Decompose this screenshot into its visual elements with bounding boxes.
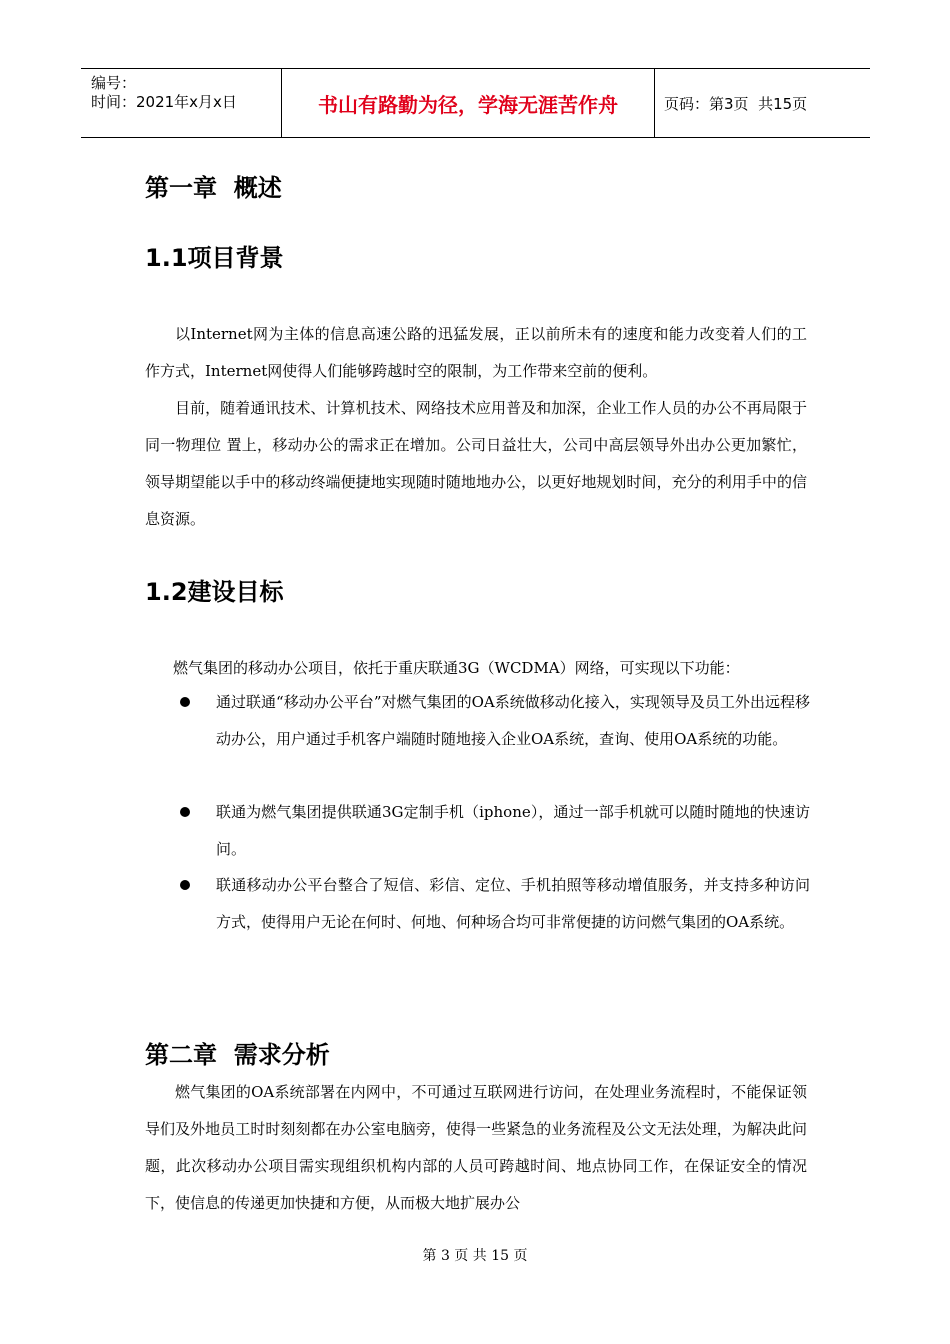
paragraph: 以Internet网为主体的信息高速公路的迅猛发展，正以前所未有的速度和能力改变着人们的工作方式，Internet网使得人们能够跨越时空的限制，为工作带来空前的便利。 [145, 325, 807, 380]
bullet-icon [180, 697, 190, 707]
list-item-text: 联通移动办公平台整合了短信、彩信、定位、手机拍照等移动增值服务，并支持多种访问方式，使得用户无论在何时、何地、何种场合均可非常便捷的访问燃气集团的OA系统。 [216, 876, 810, 931]
list-item-text: 联通为燃气集团提供联通3G定制手机（iphone），通过一部手机就可以随时随地的快速访问。 [216, 803, 810, 858]
paragraph: 燃气集团的OA系统部署在内网中，不可通过互联网进行访问，在处理业务流程时，不能保证领导们及外地员工时时刻刻都在办公室电脑旁，使得一些紧急的业务流程及公文无法处理，为解决此问题，此次移动办公项目需实现组织机构内部的人员可跨越时间、地点协同工作，在保证安全的情况下，使信息的传递更加快捷和方便，从而极大地扩展办公 [145, 1083, 807, 1212]
section-1-1-title: 1.1项目背景 [145, 244, 284, 272]
bullet-icon [180, 880, 190, 890]
header-info-cell [81, 69, 282, 137]
bullet-icon [180, 807, 190, 817]
page-footer: 第 3 页 共 15 页 [422, 1248, 528, 1264]
intro-text: 燃气集团的移动办公项目，依托于重庆联通3G（WCDMA）网络，可实现以下功能： [173, 659, 740, 677]
chapter1-title: 第一章 概述 [145, 174, 282, 202]
list-item-text: 通过联通“移动办公平台”对燃气集团的OA系统做移动化接入，实现领导及员工外出远程移动办公，用户通过手机客户端随时随地接入企业OA系统，查询、使用OA系统的功能。 [216, 693, 810, 748]
time-label: 时间：2021年x月x日 [91, 93, 237, 111]
page-label: 页码：第3页 共15页 [664, 94, 808, 113]
number-label: 编号： [91, 74, 137, 92]
section-1-2-title: 1.2建设目标 [145, 578, 284, 606]
header-table [81, 68, 870, 138]
paragraph: 目前，随着通讯技术、计算机技术、网络技术应用普及和加深，企业工作人员的办公不再局限于同一物理位 置上，移动办公的需求正在增加。公司日益壮大，公司中高层领导外出办公更加繁忙，领导期望能以手中的移动终端便捷地实现随时随地地办公，以更好地规划时间，充分的利用手中的信息资源。 [145, 399, 807, 528]
chapter2-title: 第二章 需求分析 [145, 1041, 330, 1069]
motto: 书山有路勤为径，学海无涯苦作舟 [282, 69, 655, 137]
